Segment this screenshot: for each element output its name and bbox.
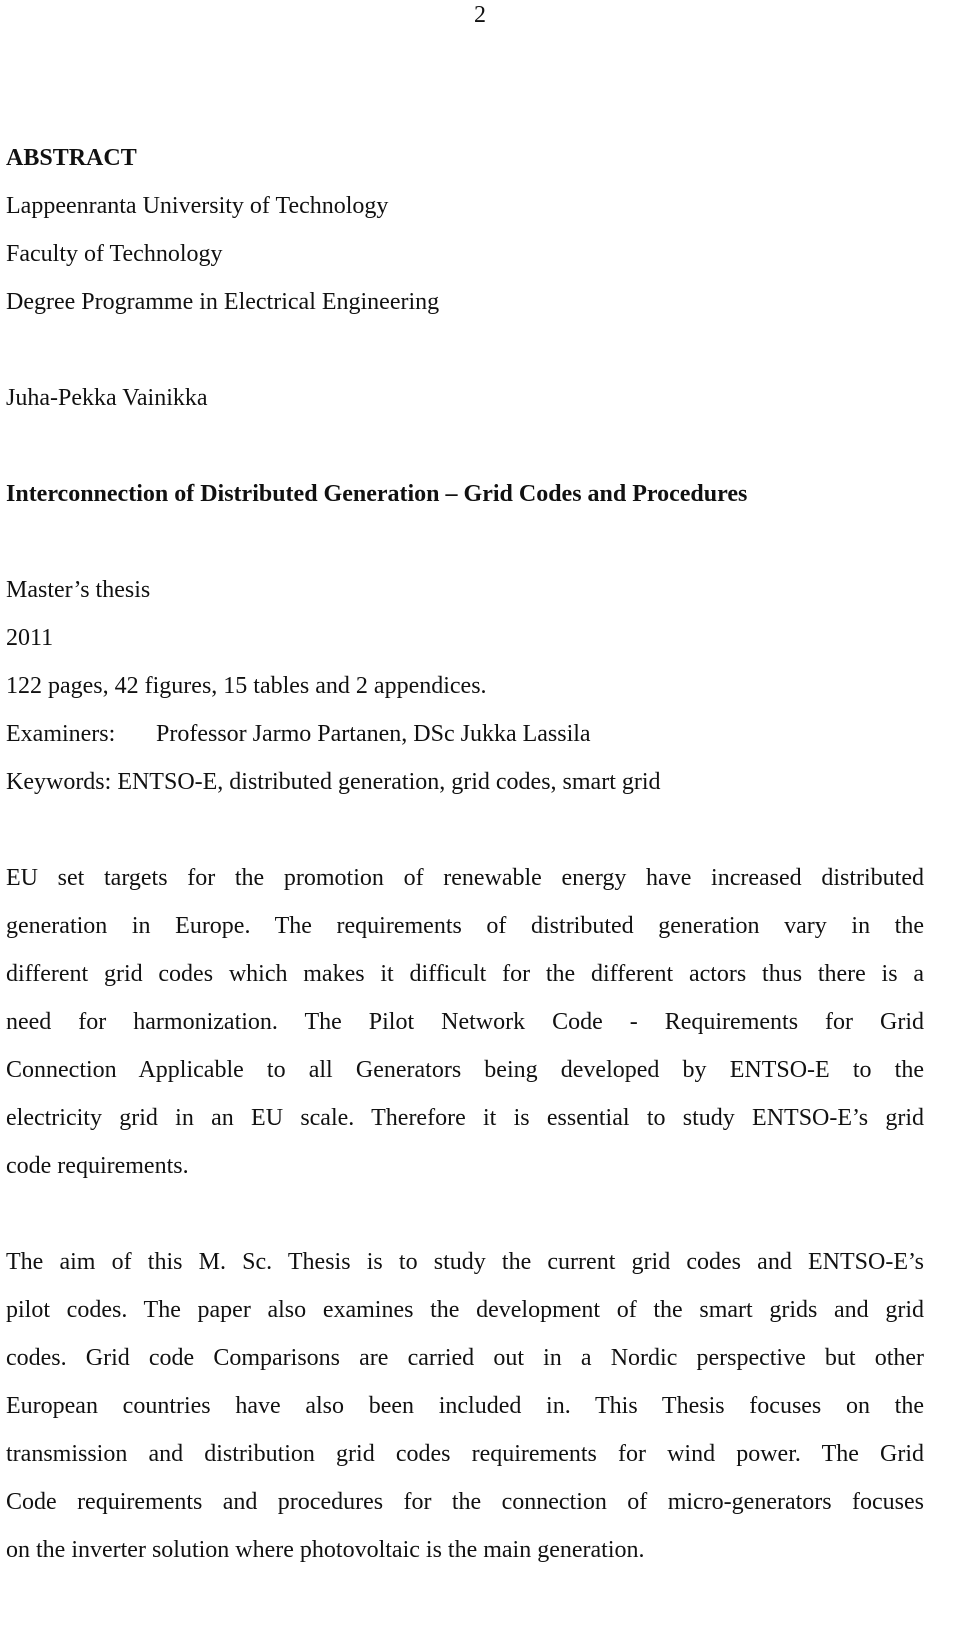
paragraph-line: code requirements.	[6, 1153, 189, 1179]
paragraph-line: need for harmonization. The Pilot Network Code - Requirements for Grid	[6, 1009, 924, 1035]
paragraph-line: codes. Grid code Comparisons are carried out in a Nordic perspective but other	[6, 1345, 924, 1371]
faculty-name: Faculty of Technology	[6, 241, 223, 267]
paragraph-line: Code requirements and procedures for the connection of micro-generators focuses	[6, 1489, 924, 1515]
paragraph-line: on the inverter solution where photovoltaic is the main generation.	[6, 1537, 645, 1563]
paragraph-line: transmission and distribution grid codes requirements for wind power. The Grid	[6, 1441, 924, 1467]
keywords: Keywords: ENTSO-E, distributed generation, grid codes, smart grid	[6, 769, 661, 795]
abstract-paragraph-1	[6, 854, 924, 1190]
paragraph-line: pilot codes. The paper also examines the development of the smart grids and grid	[6, 1297, 924, 1323]
page-number: 2	[474, 2, 486, 28]
paragraph-line: EU set targets for the promotion of renewable energy have increased distributed	[6, 865, 924, 891]
thesis-title: Interconnection of Distributed Generation – Grid Codes and Procedures	[6, 481, 748, 507]
paragraph-line: European countries have also been included in. This Thesis focuses on the	[6, 1393, 924, 1419]
abstract-heading: ABSTRACT	[6, 145, 137, 171]
paragraph-line: electricity grid in an EU scale. Therefore it is essential to study ENTSO-E’s grid	[6, 1105, 924, 1131]
degree-programme: Degree Programme in Electrical Engineering	[6, 289, 440, 315]
examiners-row	[6, 719, 591, 749]
author-name: Juha-Pekka Vainikka	[6, 385, 208, 411]
paragraph-line: generation in Europe. The requirements of distributed generation vary in the	[6, 913, 924, 939]
examiners-value: Professor Jarmo Partanen, DSc Jukka Lassila	[156, 721, 591, 747]
abstract-paragraph-2	[6, 1238, 924, 1574]
university-name: Lappeenranta University of Technology	[6, 193, 389, 219]
examiners-label: Examiners:	[6, 721, 116, 747]
document-type: Master’s thesis	[6, 577, 151, 603]
paragraph-line: The aim of this M. Sc. Thesis is to study the current grid codes and ENTSO-E’s	[6, 1249, 924, 1275]
extent: 122 pages, 42 figures, 15 tables and 2 appendices.	[6, 673, 487, 699]
year: 2011	[6, 625, 54, 651]
paragraph-line: different grid codes which makes it difficult for the different actors thus there is a	[6, 961, 924, 987]
paragraph-line: Connection Applicable to all Generators being developed by ENTSO-E to the	[6, 1057, 924, 1083]
